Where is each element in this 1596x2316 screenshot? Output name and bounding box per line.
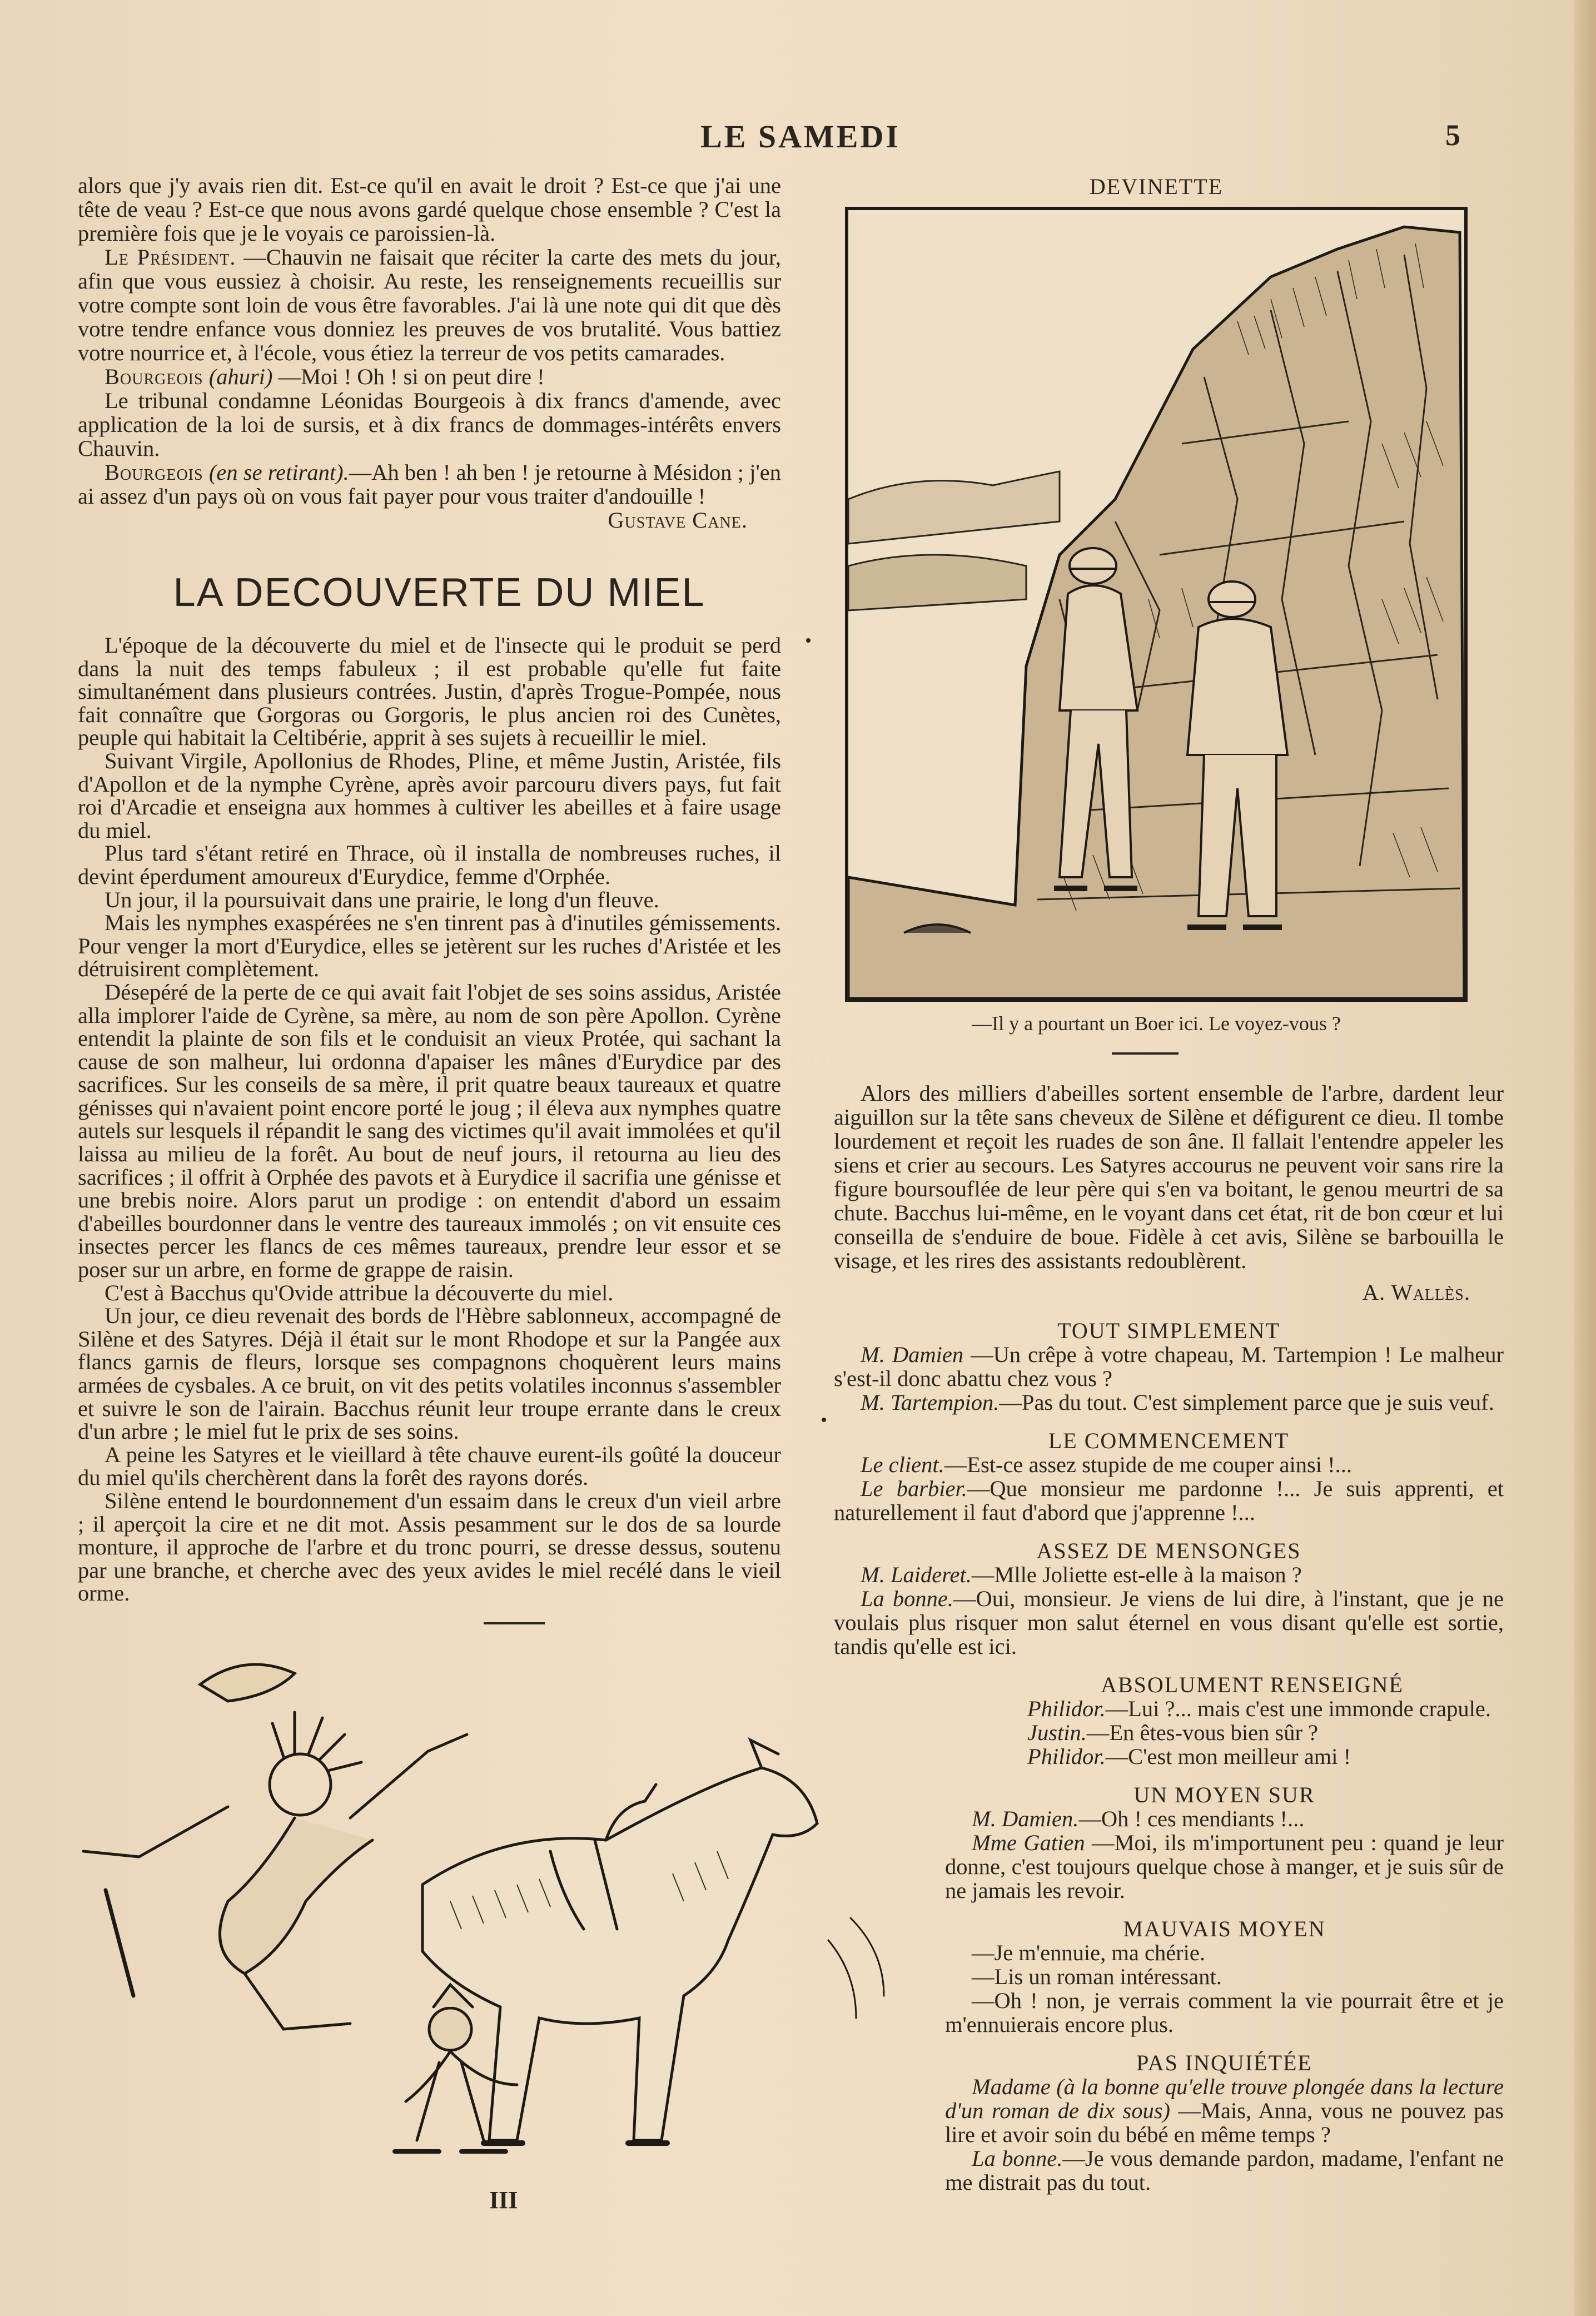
joke-title: PAS INQUIÉTÉE (1136, 2050, 1312, 2075)
joke-text: —Un crêpe à votre chapeau, M. Tartempion ! Le malheur s'est-il donc abattu chez vous ? (834, 1342, 1504, 1391)
trial-paragraph: alors que j'y avais rien dit. Est-ce qu'il en avait le droit ? Est-ce que j'ai une tête de veau ? Est-ce que nous avons gardé quelque chose ensemble ? C'est la première fois que je le voyais ce paroissien-là. (78, 173, 781, 246)
section-divider (484, 1622, 545, 1624)
plate-number: III (489, 2186, 518, 2214)
joke-text: —Est-ce assez stupide de me couper ainsi !... (944, 1452, 1352, 1477)
joke-text: —Lui ?... mais c'est une immonde crapule. (1105, 1696, 1491, 1721)
joke-speaker: Philidor. (1027, 1744, 1106, 1769)
article-paragraph: L'époque de la découverte du miel et de l'insecte qui le produit se perd dans la nuit des temps fabuleux ; il est probable qu'elle fut faite simultanément dans plusieurs contrées. Justin, d'après Trogue-Pompée, nous fait connaître que Gorgoras ou Gorgoris, le plus ancien roi des Cunètes, peuple qui habitait la Celtibérie, apprit à ses sujets à recueillir le miel. (78, 633, 781, 751)
trial-paragraph (78, 365, 781, 389)
trial-paragraph (78, 460, 781, 508)
article-paragraph: Suivant Virgile, Apollonius de Rhodes, Pline, et même Justin, Aristée, fils d'Apollon et de la nymphe Cyrène, après avoir parcouru divers pays, fut fait roi d'Arcadie et enseigna aux hommes à cultiver les abeilles et à faire usage du miel. (78, 748, 781, 843)
trial-paragraph: Le tribunal condamne Léonidas Bourgeois à dix francs d'amende, avec application de la loi de sursis, et à dix francs de dommages-intérêts envers Chauvin. (78, 388, 781, 461)
joke-line: —Oh ! non, je verrais comment la vie pourrait être et je m'ennuierais encore plus. (945, 1988, 1504, 2037)
trial-paragraph (78, 245, 781, 365)
joke-speaker: Mme Gatien (972, 1830, 1085, 1855)
section-divider (1112, 1052, 1179, 1055)
joke-line: —Je m'ennuie, ma chérie. (972, 1940, 1206, 1965)
article-paragraph: Un jour, il la poursuivait dans une prairie, le long d'un fleuve. (105, 887, 659, 912)
page-number: 5 (1445, 118, 1460, 152)
trial-text: —Chauvin ne faisait que réciter la carte des mets du jour, afin que vous eussiez à choisir. Au reste, les renseignements recueillis sur votre compte sont loin de vous être favorables. J'ai là une note qui dit que dès votre tendre enfance vous donniez les preuves de vos brutalité. Vous battiez votre nourrice et, à l'école, vous étiez la terreur de vos petits camarades. (78, 245, 781, 365)
joke-speaker: Le barbier. (861, 1476, 967, 1501)
joke-text: —C'est mon meilleur ami ! (1105, 1744, 1351, 1769)
joke-speaker: Madame (à la bonne qu'elle trouve plongée dans la lecture d'un roman de dix sous) (945, 2074, 1504, 2123)
joke-line (834, 1563, 1504, 1587)
cartoon-drawing (61, 1640, 951, 2196)
joke-line (834, 1390, 1504, 1414)
article-paragraph: A peine les Satyres et le vieillard à tête chauve eurent-ils goûté la douceur du miel qu'ils cherchèrent dans la forêt des rayons dorés. (78, 1442, 781, 1490)
joke-text: —Mlle Joliette est-elle à la maison ? (971, 1562, 1302, 1587)
article-paragraph: Désepéré de la perte de ce qui avait fait l'objet de ses soins assidus, Aristée alla implorer l'aide de Cyrène, sa mère, au nom de son père Apollon. Cyrène entendit la plainte de son fils et le conduisit an vieux Protée, qui sachant la cause de son malheur, lui ordonna d'apaiser les mânes d'Eurydice par des sacrifices. Sur les conseils de sa mère, il prit quatre beaux taureaux et quatre génisses qui n'avaient point encore porté le joug ; il éleva aux nymphes quatre autels sur lesquels il répandit le sang des victimes qu'il avait immolées et qu'il laissa au milieu de la forêt. Au bout de neuf jours, il retourna au lieu des sacrifices ; il offrit à Orphée des pavots et à Eurydice il sacrifia une génisse et une brebis noire. Alors parut un prodige : on entendit d'abord un essaim d'abeilles bourdonner dans le ventre des taureaux immolés ; on vit ensuite ces insectes percer les flancs de ces mêmes taureaux, prendre leur essor et se poser sur un arbre, en forme de grappe de raisin. (78, 979, 781, 1283)
joke-speaker: M. Damien (861, 1342, 964, 1367)
joke-title: TOUT SIMPLEMENT (1057, 1318, 1280, 1343)
joke-title: MAUVAIS MOYEN (1123, 1916, 1326, 1941)
joke-speaker: Justin. (1027, 1720, 1087, 1745)
rock-cliff-engraving (848, 210, 1464, 998)
joke-line (945, 1831, 1504, 1902)
article-title: LA DECOUVERTE DU MIEL (173, 570, 705, 615)
author-signature: A. Wallès. (1362, 1280, 1470, 1305)
joke-le-commencement (834, 1429, 1504, 1524)
article-paragraph: Plus tard s'étant retiré en Thrace, où il installa de nombreuses ruches, il devint éperdument amoureux d'Eurydice, femme d'Orphée. (78, 841, 781, 889)
joke-text: —Moi, ils m'importunent peu : quand je leur donne, c'est toujours quelque chose à manger, et je suis sûr de ne jamais les revoir. (945, 1830, 1504, 1903)
joke-title: UN MOYEN SUR (1133, 1782, 1315, 1807)
article-body (78, 634, 781, 1605)
joke-speaker: Philidor. (1027, 1696, 1106, 1721)
speaker-label: Le Président. (105, 245, 236, 270)
joke-text: —Oui, monsieur. Je viens de lui dire, à l'instant, que je ne voulais plus risquer mon salut éternel en vous disant qu'elle est sortie, tandis qu'elle est ici. (834, 1586, 1504, 1659)
joke-line (945, 1807, 1504, 1831)
continuation-paragraph: Alors des milliers d'abeilles sortent ensemble de l'arbre, dardent leur aiguillon sur la tête sans cheveux de Silène et défigurent ce dieu. Il tombe lourdement et reçoit les ruades de son âne. Il fallait l'entendre appeler les siens et crier au secours. Les Satyres accourus ne peuvent voir sans rire la figure boursouflée de leur père qui s'en va boitant, le genou meurtri de sa chute. Bacchus lui-même, en le voyant dans cet état, rit de bon cœur et lui conseilla de s'enduire de boue. Fidèle à cet avis, Silène se barbouilla le visage, et les rires des assistants redoublèrent. (834, 1081, 1504, 1273)
joke-text: —En êtes-vous bien sûr ? (1086, 1720, 1319, 1745)
article-paragraph: C'est à Bacchus qu'Ovide attribue la découverte du miel. (105, 1280, 614, 1305)
joke-title: LE COMMENCEMENT (1048, 1428, 1290, 1453)
horse-rider-cartoon (61, 1640, 951, 2196)
joke-tout-simplement (834, 1319, 1504, 1414)
article-paragraph: Silène entend le bourdonnement d'un essaim dans le creux d'un vieil arbre ; il aperçoit la cire et ne dit mot. Assis pesamment sur le dos de sa lourde monture, il approche de l'arbre et du tronc pourri, se dresse dessus, soutenu par une branche, et cherche avec des yeux avides le miel recélé dans le vieil orme. (78, 1488, 781, 1606)
joke-title: ABSOLUMENT RENSEIGNÉ (1101, 1672, 1404, 1697)
trial-story (78, 173, 781, 532)
joke-title: ASSEZ DE MENSONGES (1036, 1538, 1301, 1563)
joke-text: —Mais, Anna, vous ne pouvez pas lire et avoir soin du bébé en même temps ? (945, 2098, 1504, 2147)
joke-speaker: M. Laideret. (861, 1562, 972, 1587)
joke-speaker: La bonne. (972, 2146, 1063, 2171)
joke-absolument-renseigne (1001, 1673, 1504, 1768)
figure-caption: —Il y a pourtant un Boer ici. Le voyez-vous ? (972, 1012, 1341, 1035)
joke-line (1001, 1745, 1504, 1768)
page-edge (1574, 0, 1596, 2316)
joke-speaker: M. Tartempion. (861, 1390, 1000, 1415)
joke-line (945, 2075, 1504, 2146)
joke-speaker: M. Damien. (972, 1806, 1079, 1831)
figure-title: DEVINETTE (1089, 174, 1224, 199)
joke-text: —Pas du tout. C'est simplement parce que je suis veuf. (999, 1390, 1494, 1415)
trial-text: —Moi ! Oh ! si on peut dire ! (278, 364, 545, 389)
joke-text: —Je vous demande pardon, madame, l'enfant ne me distrait pas du tout. (945, 2146, 1504, 2195)
speaker-label: Bourgeois (105, 364, 203, 389)
article-paragraph: Un jour, ce dieu revenait des bords de l'Hèbre sablonneux, accompagné de Silène et des Satyres. Déjà il était sur le mont Rhodope et sur la Pangée aux flancs garnis de fleurs, lorsque ses compagnons choquèrent leurs mains armées de cysbales. A ce bruit, on vit des petits volatiles inconnus s'assembler et suivre le son de l'airain. Bacchus réunit leur troupe errante dans le creux d'un arbre ; le miel fut le prix de ses soins. (78, 1303, 781, 1444)
newspaper-title: LE SAMEDI (700, 118, 901, 155)
joke-line (945, 2146, 1504, 2194)
speaker-label: Bourgeois (105, 460, 203, 485)
trial-text: —Ah ben ! ah ben ! je retourne à Mésidon ; j'en ai assez d'un pays où on vous fait payer pour vous traiter d'andouille ! (78, 460, 781, 509)
joke-line (834, 1343, 1504, 1390)
joke-line (834, 1477, 1504, 1524)
stage-direction: (en se retirant). (208, 460, 349, 485)
joke-speaker: Le client. (861, 1452, 944, 1477)
joke-text: —Oh ! ces mendiants !... (1078, 1806, 1305, 1831)
joke-line (1001, 1697, 1504, 1721)
print-speck (822, 1418, 826, 1422)
author-signature: Gustave Cane. (608, 508, 748, 533)
joke-line (834, 1453, 1504, 1477)
print-speck (806, 638, 811, 643)
joke-line (1001, 1721, 1504, 1745)
devinette-illustration (845, 207, 1468, 1002)
article-paragraph: Mais les nymphes exaspérées ne s'en tinrent pas à d'inutiles gémissements. Pour venger la mort d'Eurydice, elles se jetèrent sur les ruches d'Aristée et les détruisirent complètement. (78, 910, 781, 982)
joke-text: —Que monsieur me pardonne !... Je suis apprenti, et naturellement il faut d'abord que j'apprenne !... (834, 1476, 1504, 1525)
joke-pas-inquietee (945, 2051, 1504, 2194)
joke-un-moyen-sur (945, 1783, 1504, 1902)
joke-speaker: La bonne. (861, 1586, 953, 1611)
joke-line: —Lis un roman intéressant. (972, 1964, 1222, 1989)
stage-direction: (ahuri) (208, 364, 273, 389)
joke-mauvais-moyen (945, 1917, 1504, 2036)
